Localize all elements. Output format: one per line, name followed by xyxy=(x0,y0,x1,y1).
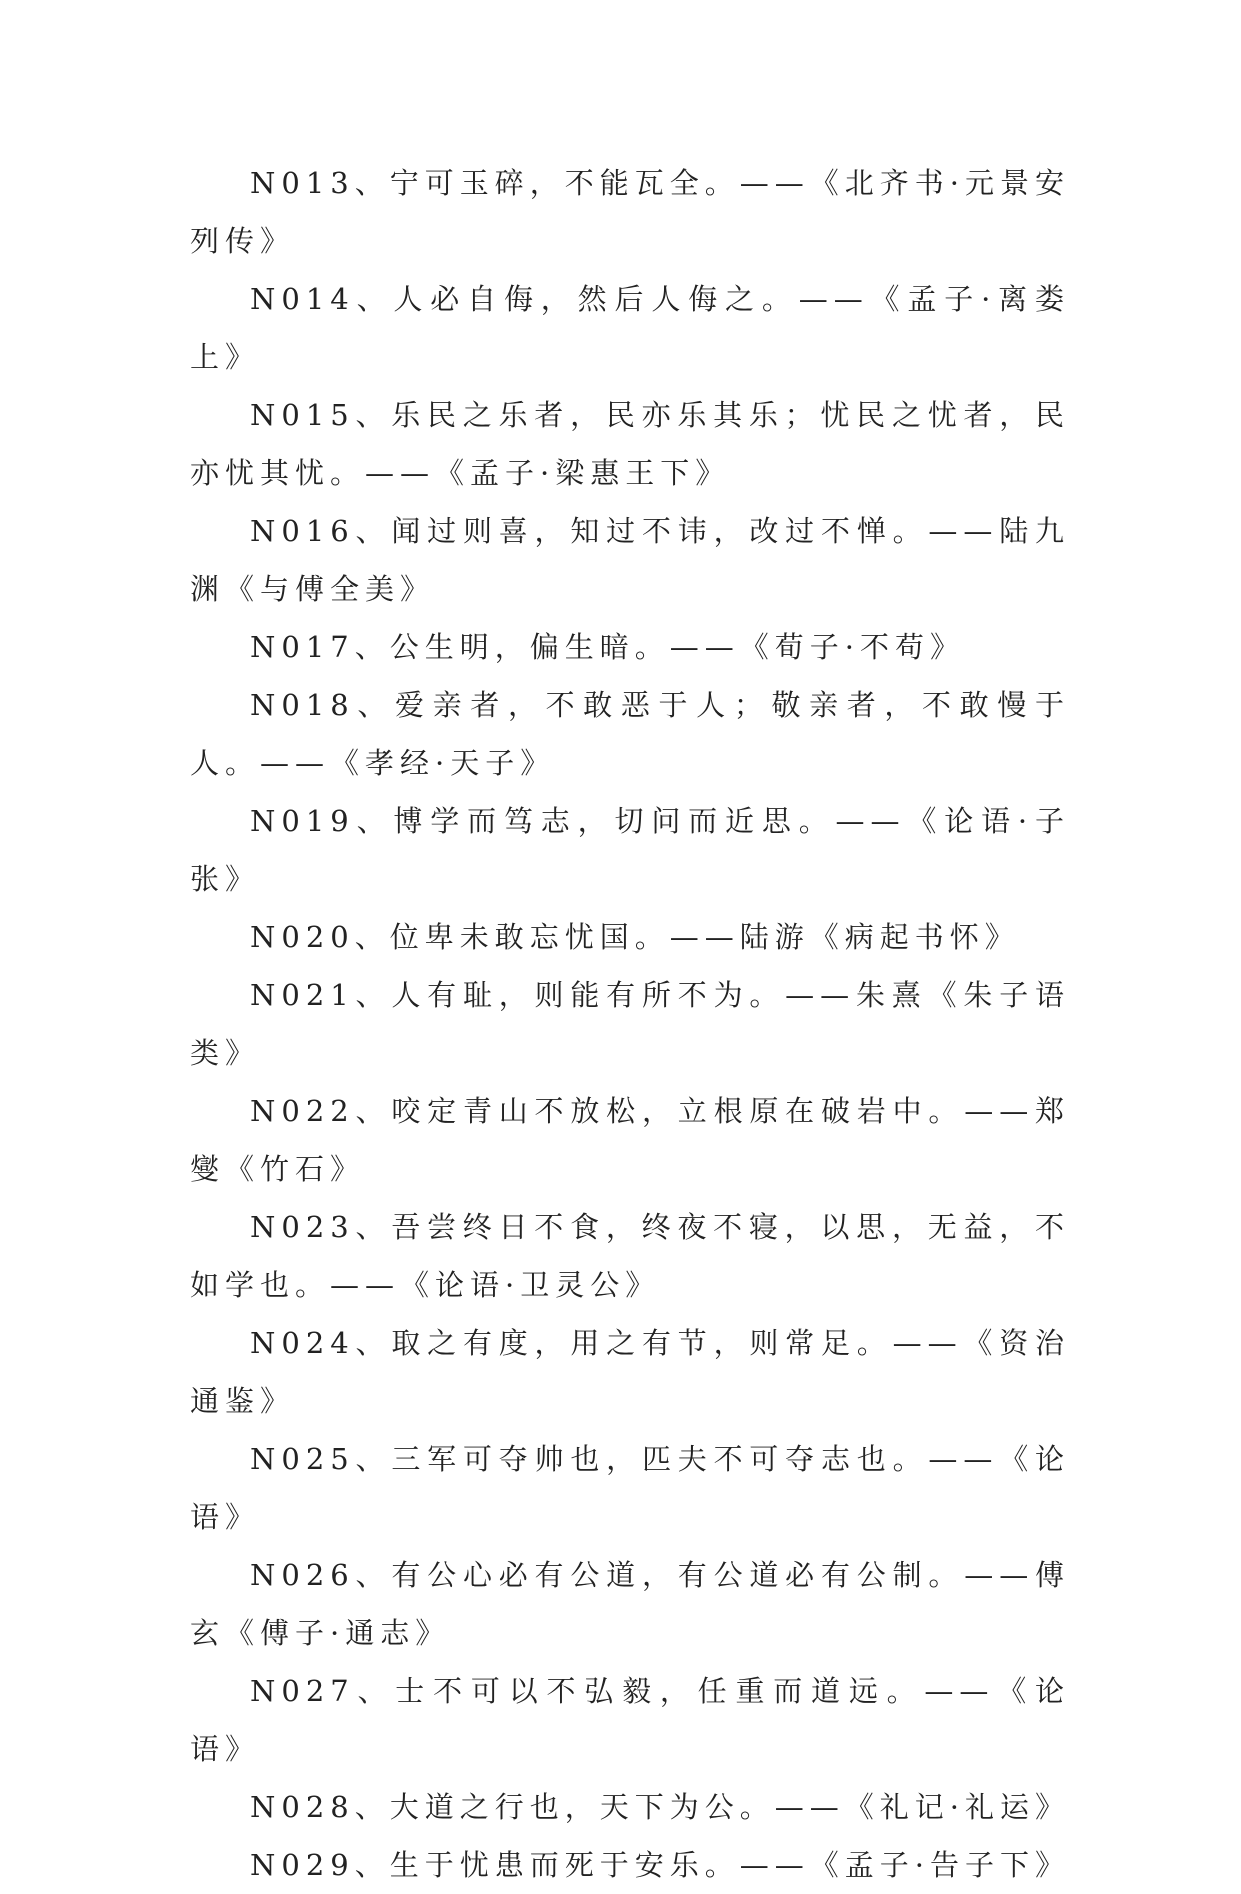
quote-entry-n028: N028、大道之行也，天下为公。——《礼记·礼运》 xyxy=(250,1790,1070,1824)
quote-entry-n019: N019、博学而笃志，切问而近思。——《论语·子张》 xyxy=(190,804,1070,896)
quote-entry-n026: N026、有公心必有公道，有公道必有公制。——傅玄《傅子·通志》 xyxy=(190,1558,1070,1650)
quote-entry-n017: N017、公生明，偏生暗。——《荀子·不苟》 xyxy=(250,630,965,664)
quote-entry-n021: N021、人有耻，则能有所不为。——朱熹《朱子语类》 xyxy=(190,978,1070,1070)
quote-entry-n024: N024、取之有度，用之有节，则常足。——《资治通鉴》 xyxy=(190,1326,1070,1418)
quote-entry-n025: N025、三军可夺帅也，匹夫不可夺志也。——《论语》 xyxy=(190,1442,1070,1534)
quote-entry-n016: N016、闻过则喜，知过不讳，改过不惮。——陆九渊《与傅全美》 xyxy=(190,514,1070,606)
quote-entry-n022: N022、咬定青山不放松，立根原在破岩中。——郑燮《竹石》 xyxy=(190,1094,1070,1186)
quote-entry-n013: N013、宁可玉碎，不能瓦全。——《北齐书·元景安列传》 xyxy=(190,166,1070,258)
quote-entry-n029: N029、生于忧患而死于安乐。——《孟子·告子下》 xyxy=(250,1848,1070,1882)
quote-entry-n027: N027、士不可以不弘毅，任重而道远。——《论语》 xyxy=(190,1674,1070,1766)
quote-entry-n023: N023、吾尝终日不食，终夜不寝，以思，无益，不如学也。——《论语·卫灵公》 xyxy=(190,1210,1070,1302)
quote-entry-n020: N020、位卑未敢忘忧国。——陆游《病起书怀》 xyxy=(250,920,1020,954)
quote-entry-n014: N014、人必自侮，然后人侮之。——《孟子·离娄上》 xyxy=(190,282,1070,374)
quote-entry-n018: N018、爱亲者，不敢恶于人；敬亲者，不敢慢于人。——《孝经·天子》 xyxy=(190,688,1070,780)
quote-list xyxy=(190,154,1070,1894)
quote-entry-n015: N015、乐民之乐者，民亦乐其乐；忧民之忧者，民亦忧其忧。——《孟子·梁惠王下》 xyxy=(190,398,1070,490)
